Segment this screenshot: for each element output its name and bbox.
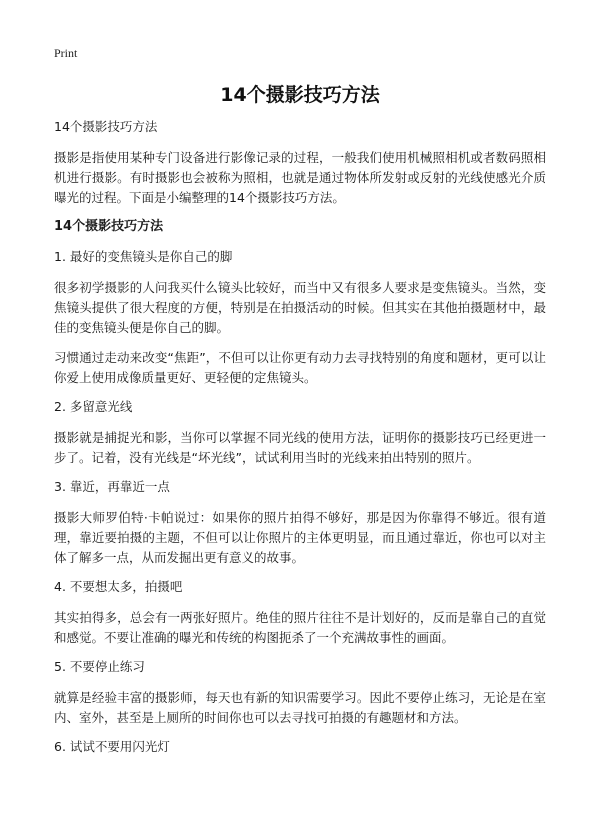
article-subtitle: 14个摄影技巧方法 [54, 119, 158, 134]
section-heading: 14个摄影技巧方法 [54, 219, 164, 234]
article-body [54, 118, 546, 768]
print-link[interactable]: Print [54, 46, 78, 60]
item-heading: 2. 多留意光线 [54, 399, 133, 414]
item-heading: 5. 不要停止练习 [54, 659, 145, 674]
item-paragraph: 很多初学摄影的人问我买什么镜头比较好，而当中又有很多人要求是变焦镜头。当然，变焦镜头提供了很大程度的方便，特别是在拍摄活动的时候。但其实在其他拍摄题材中，最佳的变焦镜头便是你自己的脚。 [54, 280, 546, 335]
item-heading: 6. 试试不要用闪光灯 [54, 739, 170, 754]
item-paragraph: 摄影大师罗伯特·卡帕说过：如果你的照片拍得不够好，那是因为你靠得不够近。很有道理，靠近要拍摄的主题，不但可以让你照片的主体更明显，而且通过靠近，你也可以对主体了解多一点，从而发掘出更有意义的故事。 [54, 510, 546, 565]
page-title: 14个摄影技巧方法 [220, 84, 380, 106]
item-heading: 4. 不要想太多，拍摄吧 [54, 579, 183, 594]
item-heading: 1. 最好的变焦镜头是你自己的脚 [54, 249, 233, 264]
item-paragraph: 就算是经验丰富的摄影师，每天也有新的知识需要学习。因此不要停止练习，无论是在室内、室外，甚至是上厕所的时间你也可以去寻找可拍摄的有趣题材和方法。 [54, 690, 546, 725]
intro-paragraph: 摄影是指使用某种专门设备进行影像记录的过程，一般我们使用机械照相机或者数码照相机进行摄影。有时摄影也会被称为照相，也就是通过物体所发射或反射的光线使感光介质曝光的过程。下面是小编整理的14个摄影技巧方法。 [54, 150, 546, 205]
item-paragraph: 摄影就是捕捉光和影，当你可以掌握不同光线的使用方法，证明你的摄影技巧已经更进一步了。记着，没有光线是“坏光线”，试试利用当时的光线来拍出特别的照片。 [54, 430, 546, 465]
item-paragraph: 其实拍得多，总会有一两张好照片。绝佳的照片往往不是计划好的，反而是靠自己的直觉和感觉。不要让准确的曝光和传统的构图扼杀了一个充满故事性的画面。 [54, 610, 546, 645]
item-heading: 3. 靠近，再靠近一点 [54, 479, 170, 494]
item-paragraph: 习惯通过走动来改变“焦距”，不但可以让你更有动力去寻找特别的角度和题材，更可以让你爱上使用成像质量更好、更轻便的定焦镜头。 [54, 350, 546, 385]
